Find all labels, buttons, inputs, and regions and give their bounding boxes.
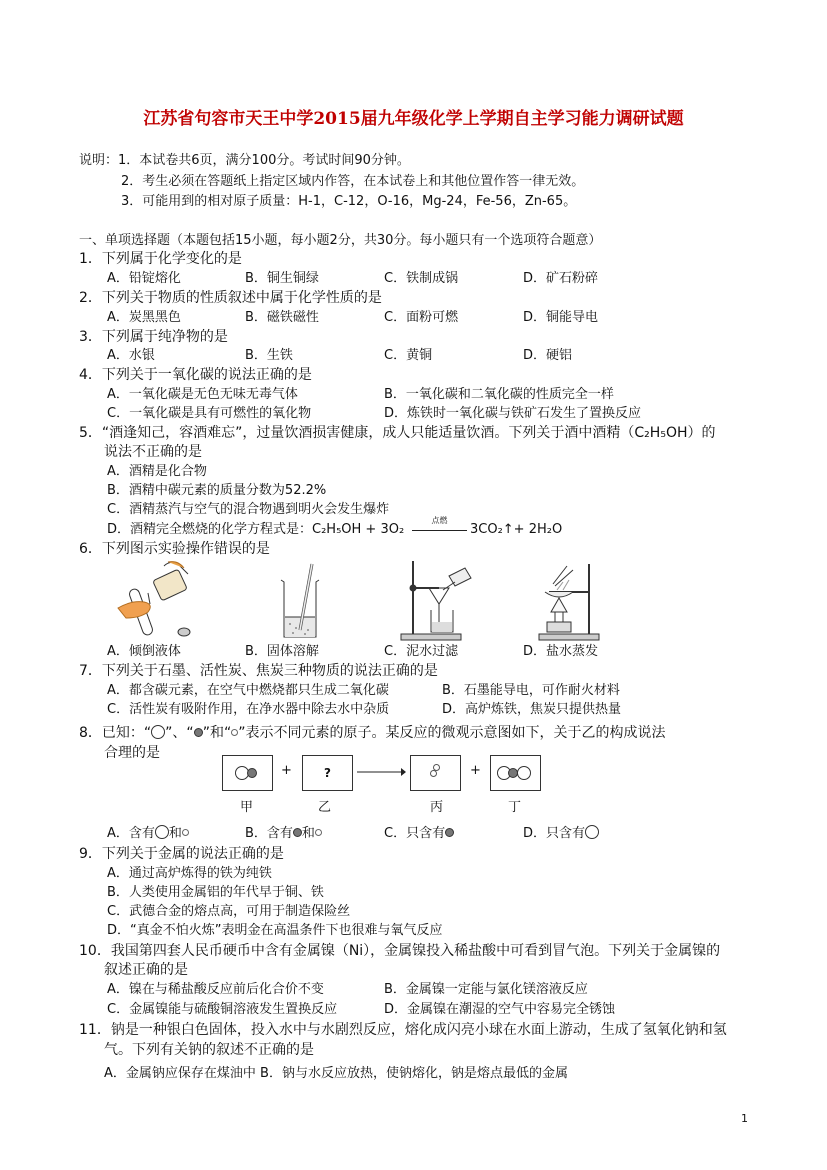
q2-stem: 2．下列关于物质的性质叙述中属于化学性质的是 <box>79 290 382 306</box>
q8-stem-part-1: 8．已知：“ <box>79 725 152 741</box>
large-atom-icon <box>155 825 169 839</box>
q9-option-c: C．武德合金的熔点高，可用于制造保险丝 <box>107 904 351 919</box>
q6-option-a: A．倾倒液体 <box>107 644 181 659</box>
large-atom-icon <box>151 725 165 739</box>
section-heading: 一、单项选择题（本题包括15小题，每小题2分，共30分。每小题只有一个选项符合题意） <box>79 233 602 248</box>
q8-option-a-text: A．含有 <box>107 826 155 841</box>
reactant-jia-box <box>222 755 273 791</box>
q3-option-a: A．水银 <box>107 348 155 363</box>
q10-stem: 10．我国第四套人民币硬币中含有金属镍（Ni），金属镍投入稀盐酸中可看到冒气泡。下列关于金属镍的 <box>79 943 721 959</box>
q4-option-b: B．一氧化碳和二氧化碳的性质完全一样 <box>384 387 614 402</box>
large-atom-icon <box>585 825 599 839</box>
q5-option-b: B．酒精中碳元素的质量分数为52.2% <box>107 483 327 498</box>
plus-sign-2: + <box>470 763 481 778</box>
label-ding: 丁 <box>508 800 522 815</box>
dark-atom-icon <box>445 828 454 837</box>
q2-option-c: C．面粉可燃 <box>384 310 459 325</box>
q6-option-d: D．盐水蒸发 <box>523 644 599 659</box>
q9-option-b: B．人类使用金属铝的年代早于铜、铁 <box>107 885 324 900</box>
q1-option-d: D．矿石粉碎 <box>523 271 599 286</box>
q5-option-a: A．酒精是化合物 <box>107 464 207 479</box>
q5-option-c: C．酒精蒸汽与空气的混合物遇到明火会发生爆炸 <box>107 502 390 517</box>
q2-option-b: B．磁铁磁性 <box>245 310 319 325</box>
note-1: 说明：1．本试卷共6页，满分100分。考试时间90分钟。 <box>79 153 410 168</box>
q8-stem-cont: 合理的是 <box>104 745 160 761</box>
q8-option-a-and: 和 <box>168 826 182 841</box>
q8-option-d-text: D．只含有 <box>523 826 586 841</box>
q1-option-b: B．铜生铜绿 <box>245 271 319 286</box>
q5-stem: 5．“酒逢知己，容酒难忘”，过量饮酒损害健康，成人只能适量饮酒。下列关于酒中酒精（C₂H₅OH）的 <box>79 425 716 441</box>
q10-option-b: B．金属镍一定能与氯化镁溶液反应 <box>384 982 588 997</box>
q10-option-a: A．镍在与稀盐酸反应前后化合价不变 <box>107 982 324 997</box>
q7-option-a: A．都含碳元素，在空气中燃烧都只生成二氧化碳 <box>107 683 389 698</box>
q11-options-a-b: A．金属钠应保存在煤油中 B．钠与水反应放热，使钠熔化，钠是熔点最低的金属 <box>104 1066 568 1081</box>
page-number: 1 <box>741 1112 748 1125</box>
q6-option-b: B．固体溶解 <box>245 644 319 659</box>
small-atom-icon <box>315 829 322 836</box>
q8-option-a <box>107 825 189 843</box>
ding-large-atom-icon-2 <box>517 766 531 780</box>
q4-option-d: D．炼铁时一氧化碳与铁矿石发生了置换反应 <box>384 406 642 421</box>
q7-option-b: B．石墨能导电，可作耐火材料 <box>442 683 620 698</box>
dissolving-solid-illustration <box>278 562 323 642</box>
small-atom-icon <box>182 829 189 836</box>
q5-stem-cont: 说法不正确的是 <box>104 444 202 460</box>
q7-stem: 7．下列关于石墨、活性炭、焦炭三种物质的说法正确的是 <box>79 663 438 679</box>
q1-stem: 1．下列属于化学变化的是 <box>79 251 242 267</box>
q9-option-a: A．通过高炉炼得的铁为纯铁 <box>107 866 272 881</box>
q3-stem: 3．下列属于纯净物的是 <box>79 329 228 345</box>
label-bing: 丙 <box>430 800 444 815</box>
label-yi: 乙 <box>318 800 332 815</box>
page-title: 江苏省句容市天王中学2015届九年级化学上学期自主学习能力调研试题 <box>143 109 684 129</box>
q2-option-d: D．铜能导电 <box>523 310 599 325</box>
q6-option-c: C．泥水过滤 <box>384 644 459 659</box>
q10-option-c: C．金属镍能与硫酸铜溶液发生置换反应 <box>107 1002 338 1017</box>
q11-stem: 11．钠是一种银白色固体，投入水中与水剧烈反应，熔化成闪亮小球在水面上游动，生成了氢氧化钠和氢 <box>79 1022 727 1038</box>
q8-option-b-and: 和 <box>301 826 315 841</box>
dark-atom-icon <box>293 828 302 837</box>
note-2: 2．考生必须在答题纸上指定区域内作答，在本试卷上和其他位置作答一律无效。 <box>121 174 585 189</box>
q8-stem-part-2: ”、“ <box>165 725 194 741</box>
q4-stem: 4．下列关于一氧化碳的说法正确的是 <box>79 367 312 383</box>
q8-option-d <box>523 825 599 843</box>
q8-option-b-text: B．含有 <box>245 826 293 841</box>
q1-option-c: C．铁制成锅 <box>384 271 459 286</box>
q7-option-d: D．高炉炼铁，焦炭只提供热量 <box>442 702 622 717</box>
q8-stem-part-3: ”和“ <box>202 725 232 741</box>
filtration-illustration <box>397 558 477 642</box>
reaction-condition: 点燃 <box>431 516 448 525</box>
plus-sign-1: + <box>281 763 292 778</box>
pouring-liquid-illustration <box>108 560 203 642</box>
q5-option-d: D．酒精完全燃烧的化学方程式是：C₂H₅OH + 3O₂ <box>107 522 405 537</box>
q3-option-b: B．生铁 <box>245 348 293 363</box>
q10-option-d: D．金属镍在潮湿的空气中容易完全锈蚀 <box>384 1002 616 1017</box>
q8-option-c-text: C．只含有 <box>384 826 446 841</box>
bing-small-atom-icon-2 <box>430 770 437 777</box>
q8-option-c <box>384 825 454 843</box>
q10-stem-cont: 叙述正确的是 <box>104 962 188 978</box>
reaction-arrow-line <box>412 530 467 531</box>
q1-option-a: A．铅锭熔化 <box>107 271 181 286</box>
q8-stem-part-4: ”表示不同元素的原子。某反应的微观示意图如下，关于乙的构成说法 <box>238 725 666 741</box>
reaction-arrow <box>355 766 407 778</box>
jia-dark-atom-icon <box>247 768 257 778</box>
q2-option-a: A．炭黑黑色 <box>107 310 181 325</box>
q5-option-d-products: 3CO₂↑+ 2H₂O <box>470 522 563 537</box>
q3-option-d: D．硬铝 <box>523 348 573 363</box>
q6-stem: 6．下列图示实验操作错误的是 <box>79 541 270 557</box>
q7-option-c: C．活性炭有吸附作用，在净水器中除去水中杂质 <box>107 702 390 717</box>
product-ding-box <box>490 755 541 791</box>
product-bing-box <box>410 755 461 791</box>
note-3: 3．可能用到的相对原子质量：H-1，C-12，O-16，Mg-24，Fe-56，Zn-65。 <box>121 194 577 209</box>
label-jia: 甲 <box>240 800 254 815</box>
q4-option-a: A．一氧化碳是无色无味无毒气体 <box>107 387 298 402</box>
q8-stem <box>79 724 665 742</box>
q11-stem-cont: 气。下列有关钠的叙述不正确的是 <box>104 1042 314 1058</box>
reactant-yi-box: ? <box>302 755 353 791</box>
q9-option-d: D．“真金不怕火炼”表明金在高温条件下也很难与氧气反应 <box>107 923 443 938</box>
q4-option-c: C．一氧化碳是具有可燃性的氧化物 <box>107 406 312 421</box>
dark-atom-icon <box>194 728 203 737</box>
q8-option-b <box>245 825 322 843</box>
evaporation-illustration <box>533 560 603 642</box>
q3-option-c: C．黄铜 <box>384 348 433 363</box>
q9-stem: 9．下列关于金属的说法正确的是 <box>79 846 284 862</box>
